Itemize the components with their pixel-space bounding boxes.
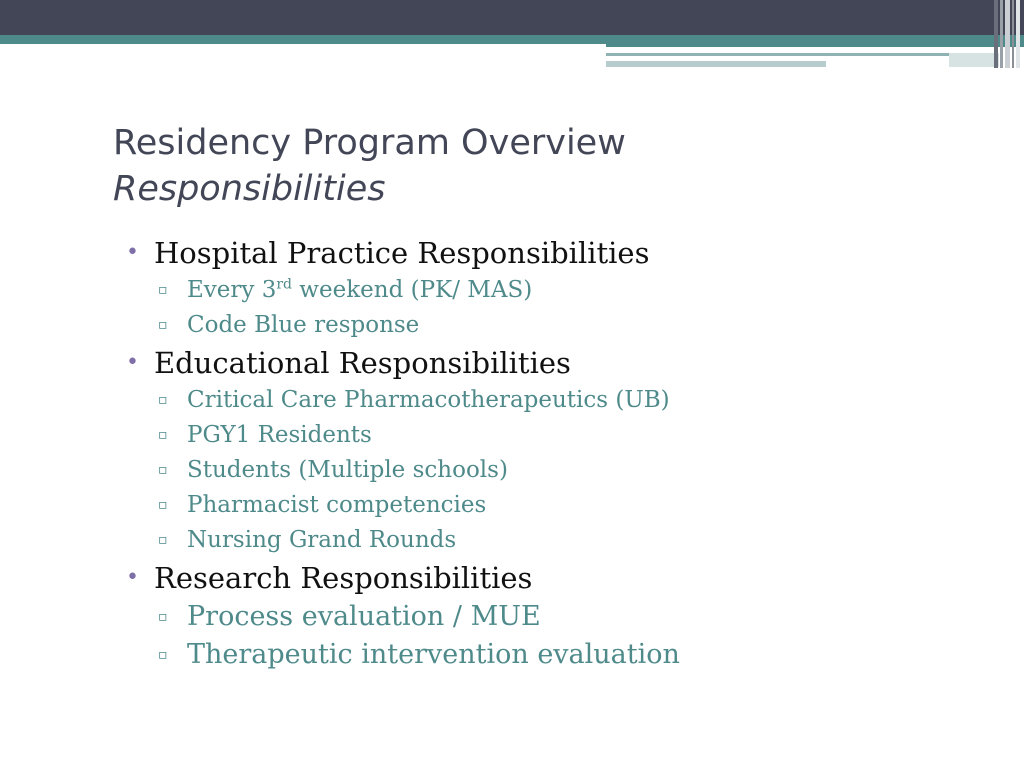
list-item xyxy=(126,636,986,674)
list-item xyxy=(126,383,986,418)
list-item xyxy=(126,308,986,343)
header-corner-stripes xyxy=(994,0,1024,68)
list-item xyxy=(126,523,986,558)
bullet-list xyxy=(126,233,986,674)
square-bullet-icon: ▫ xyxy=(158,282,168,298)
bullet-heading-text: Research Responsibilities xyxy=(154,561,533,595)
square-bullet-icon: ▫ xyxy=(158,317,168,333)
list-item-text: Students (Multiple schools) xyxy=(187,457,508,483)
slide-title xyxy=(113,120,626,212)
list-item-superscript: rd xyxy=(276,276,292,293)
bullet-dot-icon: • xyxy=(126,565,139,590)
square-bullet-icon: ▫ xyxy=(158,497,168,513)
square-bullet-icon: ▫ xyxy=(158,647,168,663)
bullet-heading-research xyxy=(126,558,986,598)
bullet-heading-text: Educational Responsibilities xyxy=(154,346,571,380)
square-bullet-icon: ▫ xyxy=(158,427,168,443)
bullet-dot-icon: • xyxy=(126,240,139,265)
list-item xyxy=(126,453,986,488)
list-item-text: Process evaluation / MUE xyxy=(187,601,541,632)
list-item-text: Critical Care Pharmacotherapeutics (UB) xyxy=(187,387,670,413)
list-item-text: Nursing Grand Rounds xyxy=(187,527,457,553)
list-item xyxy=(126,273,986,308)
list-item-text: Code Blue response xyxy=(187,312,420,338)
square-bullet-icon: ▫ xyxy=(158,392,168,408)
header-band-cut xyxy=(0,44,606,47)
slide-title-main: Residency Program Overview xyxy=(113,123,626,163)
list-item xyxy=(126,598,986,636)
list-item-text: Every 3 xyxy=(187,277,277,303)
list-item-text: PGY1 Residents xyxy=(187,422,372,448)
slide-subtitle: Responsibilities xyxy=(113,169,386,209)
list-item-text: Therapeutic intervention evaluation xyxy=(187,639,680,670)
square-bullet-icon: ▫ xyxy=(158,462,168,478)
header-accent-line xyxy=(606,53,949,56)
bullet-dot-icon: • xyxy=(126,350,139,375)
square-bullet-icon: ▫ xyxy=(158,532,168,548)
bullet-heading-educational xyxy=(126,343,986,383)
list-item-text-rest: weekend (PK/ MAS) xyxy=(291,277,533,303)
list-item xyxy=(126,488,986,523)
header-accent-block xyxy=(949,53,999,67)
list-item-text: Pharmacist competencies xyxy=(187,492,487,518)
square-bullet-icon: ▫ xyxy=(158,609,168,625)
header-dark-band xyxy=(0,0,1024,35)
header-accent-line xyxy=(606,61,826,67)
list-item xyxy=(126,418,986,453)
bullet-heading-text: Hospital Practice Responsibilities xyxy=(154,236,650,270)
bullet-heading-hospital xyxy=(126,233,986,273)
